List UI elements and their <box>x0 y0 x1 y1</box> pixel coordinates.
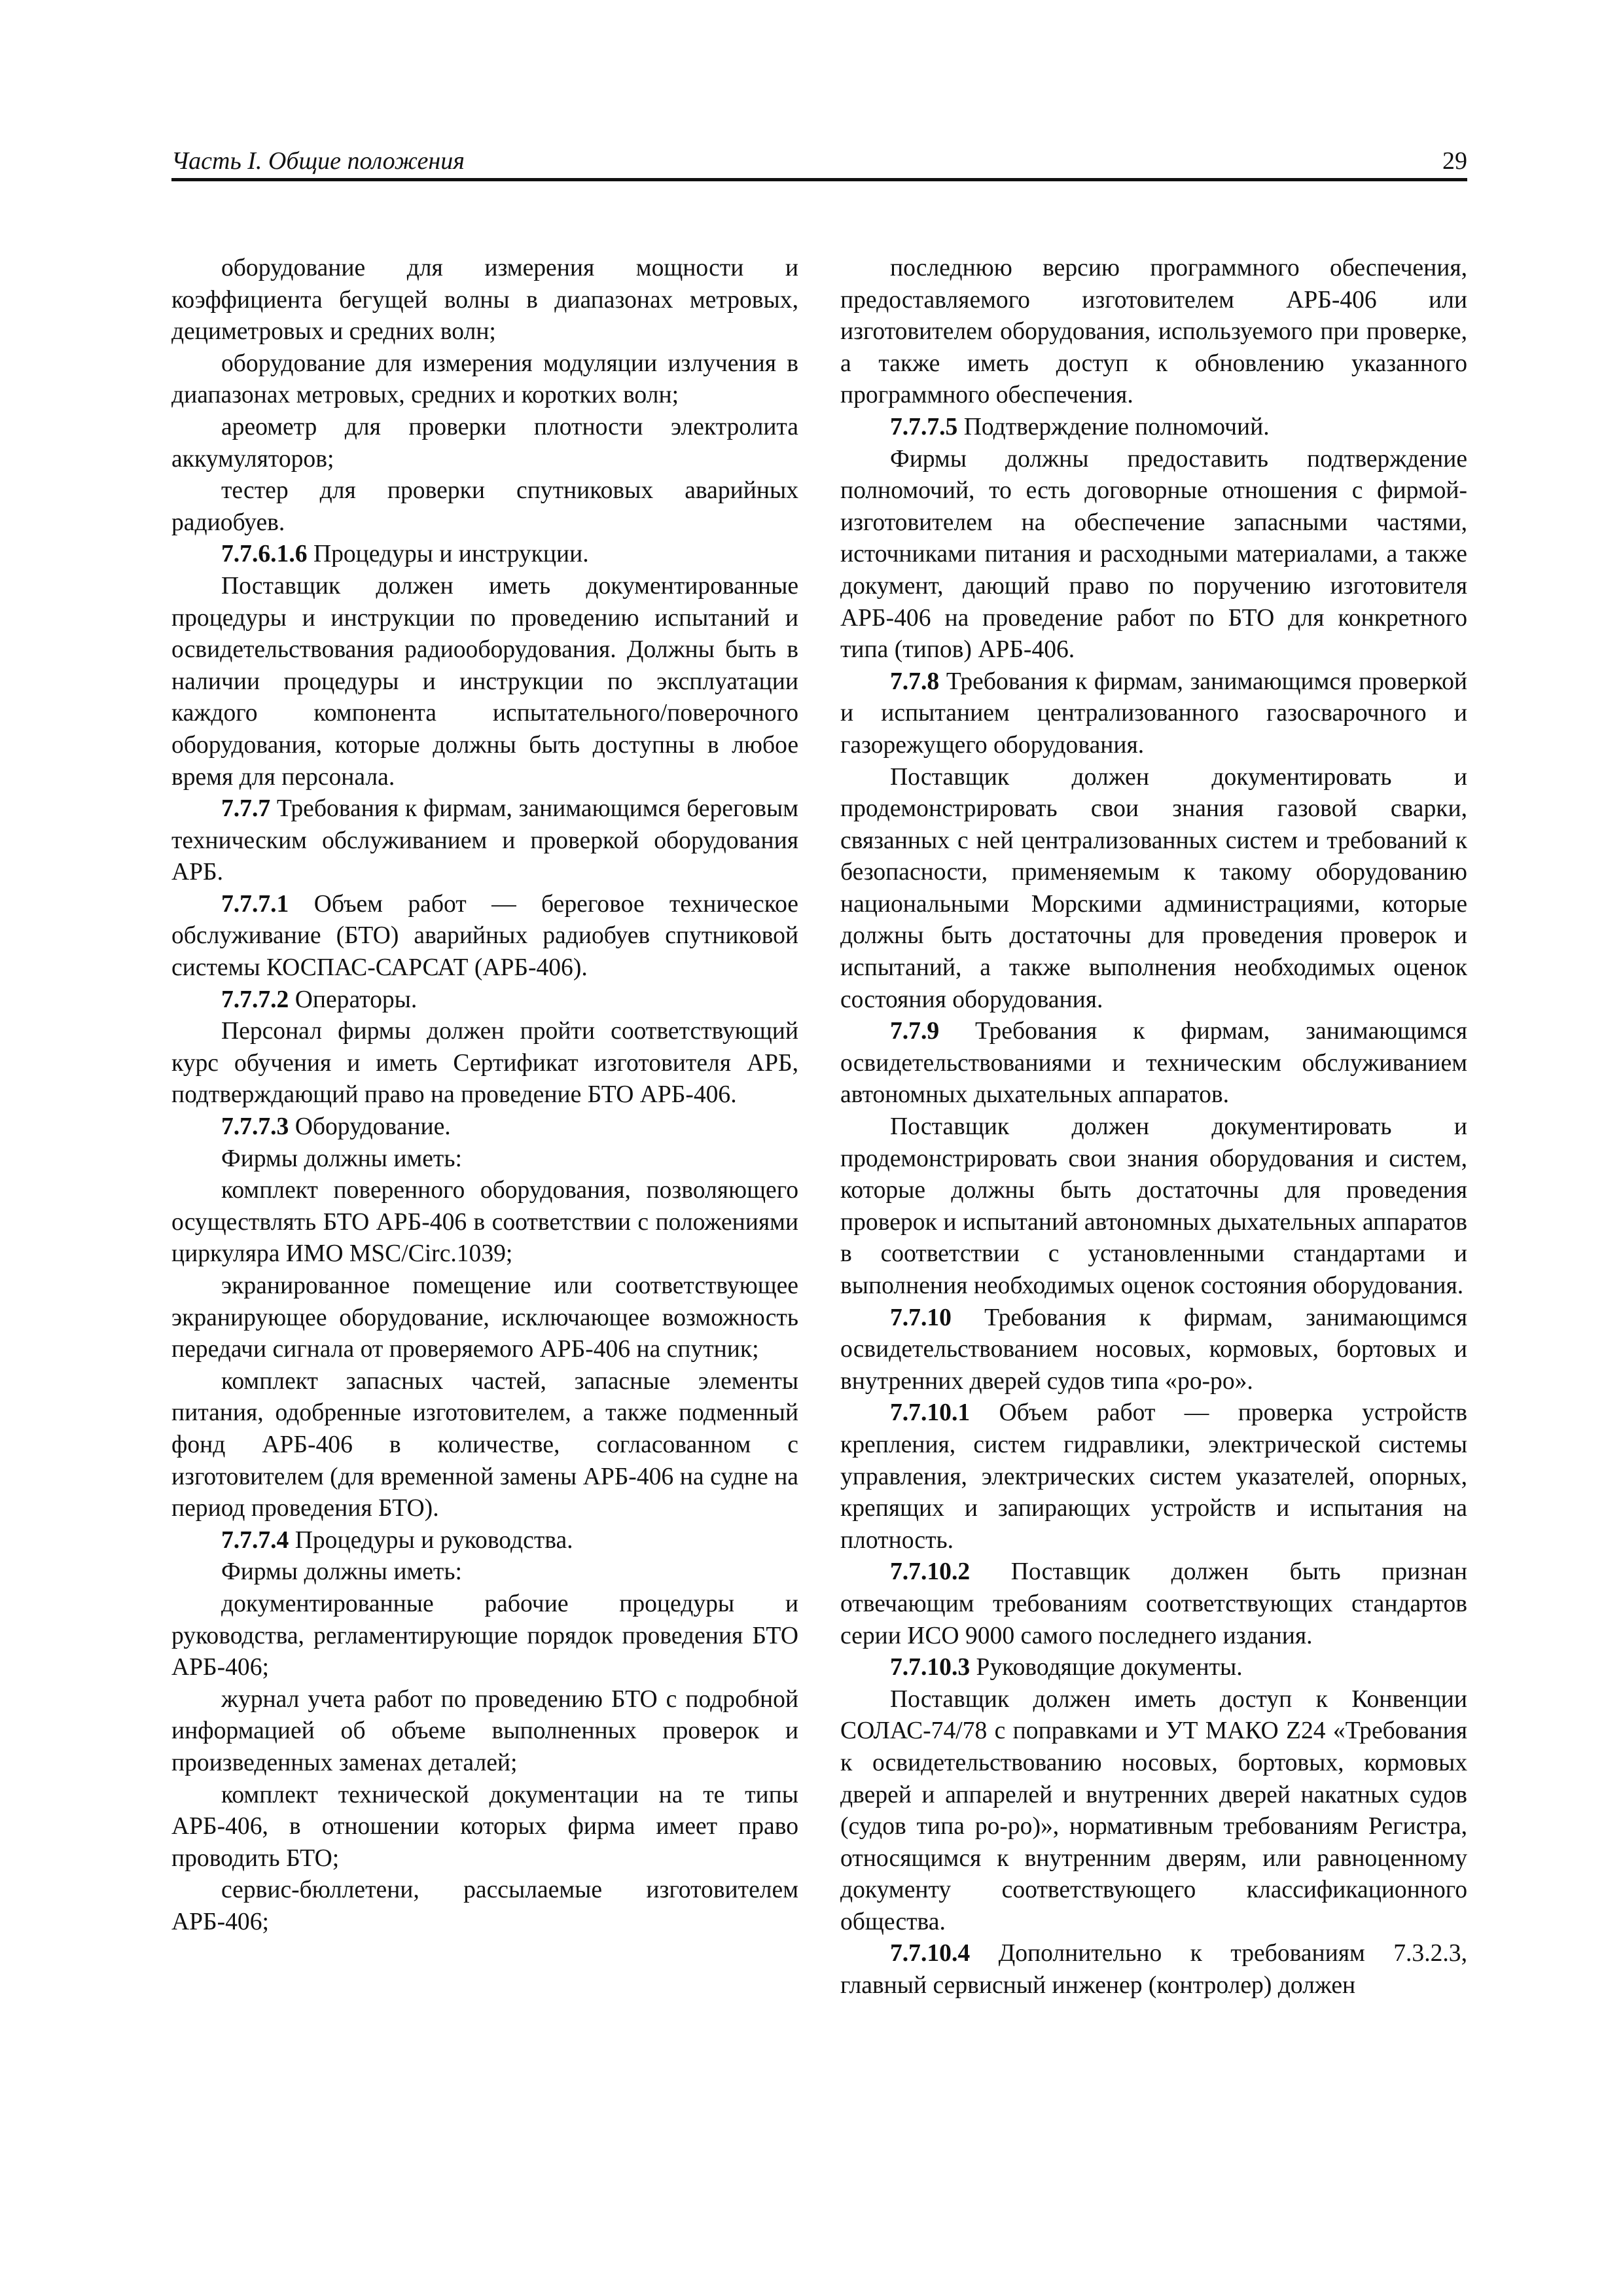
section-number: 7.7.10.2 <box>890 1558 971 1586</box>
section-number: 7.7.7.5 <box>890 413 958 440</box>
section-heading: Требования к фирмам, занимающимся освидетельствованием носовых, кормовых, бортовых и внутренних дверей судов типа «ро-ро». <box>840 1304 1467 1395</box>
paragraph: Поставщик должен иметь документированные процедуры и инструкции по проведению испытаний и освидетельствования радиооборудования. Должны быть в наличии процедуры и инструкции по эксплуатации каждого компонента испытательного/поверочного оборудования, которые должны быть доступны в любое время для персонала. <box>171 572 798 791</box>
section-7-7-10-2 <box>840 1556 1467 1652</box>
paragraph: экранированное помещение или соответствующее экранирующее оборудование, исключающее возможность передачи сигнала от проверяемого АРБ-406 на спутник; <box>171 1272 798 1363</box>
right-column <box>840 253 1467 2002</box>
section-text: Поставщик должен быть признан отвечающим требованиям соответствующих стандартов серии ИСО 9000 самого последнего издания. <box>840 1558 1467 1649</box>
paragraph: ареометр для проверки плотности электролита аккумуляторов; <box>171 413 798 473</box>
section-7-7-7-4 <box>171 1525 798 1557</box>
section-heading: Требования к фирмам, занимающимся освидетельствованиями и техническим обслуживанием автономных дыхательных аппаратов. <box>840 1018 1467 1109</box>
section-text: Объем работ — береговое техническое обслуживание (БТО) аварийных радиобуев спутниковой системы КОСПАС-САРСАТ (АРБ-406). <box>171 890 798 982</box>
section-7-7-6-1-6 <box>171 539 798 571</box>
section-text: Процедуры и инструкции. <box>313 541 589 568</box>
section-7-7-7-3 <box>171 1111 798 1143</box>
section-number: 7.7.7.2 <box>221 986 289 1013</box>
section-text: Процедуры и руководства. <box>294 1526 573 1554</box>
paragraph: Фирмы должны иметь: <box>221 1558 462 1586</box>
section-number: 7.7.7.4 <box>221 1526 289 1554</box>
section-number: 7.7.10 <box>890 1304 952 1331</box>
paragraph: Поставщик должен иметь доступ к Конвенции СОЛАС-74/78 с поправками и УТ МАКО Z24 «Требования к освидетельствованию носовых, бортовых, кормовых дверей и аппарелей и внутренних дверей накатных судов (судов типа ро-ро)», нормативным требованиям Регистра, относящимся к внутренним дверям, или равноценному документу соответствующего классификационного общества. <box>840 1685 1467 1935</box>
paragraph: оборудование для измерения модуляции излучения в диапазонах метровых, средних и коротких волн; <box>171 350 798 409</box>
section-text: Дополнительно к требованиям 7.3.2.3, главный сервисный инженер (контролер) должен <box>840 1940 1467 2000</box>
section-number: 7.7.7.3 <box>221 1113 289 1141</box>
section-number: 7.7.6.1.6 <box>221 541 308 568</box>
section-number: 7.7.9 <box>890 1018 940 1045</box>
left-column <box>171 253 798 1938</box>
section-text: Руководящие документы. <box>976 1654 1243 1681</box>
section-7-7-8 <box>840 666 1467 762</box>
section-number: 7.7.10.4 <box>890 1940 971 1967</box>
paragraph: оборудование для измерения мощности и коэффициента бегущей волны в диапазонах метровых, дециметровых и средних волн; <box>171 255 798 346</box>
paragraph: сервис-бюллетени, рассылаемые изготовителем АРБ-406; <box>171 1876 798 1935</box>
page-header <box>171 145 1467 181</box>
section-7-7-7 <box>171 793 798 889</box>
paragraph: последнюю версию программного обеспечения, предоставляемого изготовителем АРБ-406 или изготовителем оборудования, используемого при проверке, а также иметь доступ к обновлению указанного программного обеспечения. <box>840 255 1467 409</box>
section-7-7-7-2 <box>171 984 798 1016</box>
paragraph: Поставщик должен документировать и продемонстрировать свои знания оборудования и систем, которые должны быть достаточны для проведения проверок и испытаний автономных дыхательных аппаратов в соответствии с установленными стандартами и выполнения необходимых оценок состояния оборудования. <box>840 1113 1467 1299</box>
paragraph: Фирмы должны иметь: <box>221 1145 462 1172</box>
section-text: Объем работ — проверка устройств крепления, систем гидравлики, электрической системы управления, электрических систем указателей, опорных, крепящих и запирающих устройств и испытания на плотность. <box>840 1399 1467 1554</box>
paragraph: Персонал фирмы должен пройти соответствующий курс обучения и иметь Сертификат изготовителя АРБ, подтверждающий право на проведение БТО АРБ-406. <box>171 1018 798 1109</box>
page-number: 29 <box>1442 147 1467 175</box>
section-text: Подтверждение полномочий. <box>963 413 1270 440</box>
section-7-7-10-3 <box>840 1652 1467 1684</box>
section-7-7-10-4 <box>840 1938 1467 2001</box>
paragraph: Поставщик должен документировать и продемонстрировать свои знания газовой сварки, связанных с ней централизованных систем и требований к безопасности, применяемым к такому оборудованию национальными Морскими администрациями, которые должны быть достаточны для проведения проверок и испытаний, а также выполнения необходимых оценок состояния оборудования. <box>840 763 1467 1013</box>
paragraph: документированные рабочие процедуры и руководства, регламентирующие порядок проведения БТО АРБ-406; <box>171 1590 798 1681</box>
section-text: Операторы. <box>294 986 418 1013</box>
section-7-7-10-1 <box>840 1397 1467 1556</box>
paragraph: комплект технической документации на те типы АРБ-406, в отношении которых фирма имеет право проводить БТО; <box>171 1781 798 1872</box>
paragraph: тестер для проверки спутниковых аварийных радиобуев. <box>171 477 798 536</box>
section-number: 7.7.8 <box>890 668 940 695</box>
section-7-7-10 <box>840 1302 1467 1398</box>
section-7-7-9 <box>840 1016 1467 1111</box>
section-7-7-7-5 <box>840 412 1467 444</box>
running-title: Часть I. Общие положения <box>171 147 465 175</box>
section-number: 7.7.7.1 <box>221 890 289 918</box>
paragraph: журнал учета работ по проведению БТО с подробной информацией об объеме выполненных проверок и произведенных заменах деталей; <box>171 1685 798 1776</box>
paragraph: комплект поверенного оборудования, позволяющего осуществлять БТО АРБ-406 в соответствии с положениями циркуляра ИМО MSC/Circ.1039; <box>171 1177 798 1268</box>
section-7-7-7-1 <box>171 889 798 984</box>
section-heading: Требования к фирмам, занимающимся береговым техническим обслуживанием и проверкой оборудования АРБ. <box>171 795 798 886</box>
section-number: 7.7.10.3 <box>890 1654 971 1681</box>
section-heading: Требования к фирмам, занимающимся проверкой и испытанием централизованного газосварочного и газорежущего оборудования. <box>840 668 1467 759</box>
section-number: 7.7.10.1 <box>890 1399 971 1427</box>
section-number: 7.7.7 <box>221 795 271 823</box>
paragraph: Фирмы должны предоставить подтверждение полномочий, то есть договорные отношения с фирмой-изготовителем на обеспечение запасными частями, источниками питания и расходными материалами, а также документ, дающий право по поручению изготовителя АРБ-406 на проведение работ по БТО для конкретного типа (типов) АРБ-406. <box>840 445 1467 664</box>
paragraph: комплект запасных частей, запасные элементы питания, одобренные изготовителем, а также подменный фонд АРБ-406 в количестве, согласованном с изготовителем (для временной замены АРБ-406 на судне на период проведения БТО). <box>171 1367 798 1522</box>
section-text: Оборудование. <box>294 1113 451 1141</box>
